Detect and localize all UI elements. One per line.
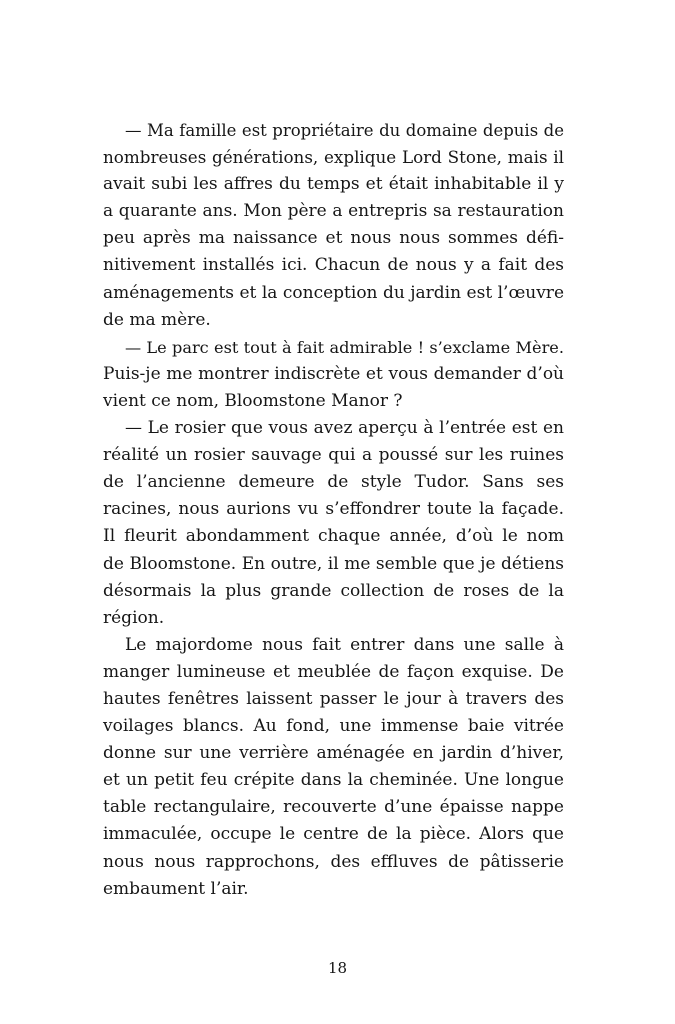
text-line: nitivement installés ici. Chacun de nous y a fait des bbox=[103, 255, 564, 276]
text-line: manger lumineuse et meublée de façon exquise. De bbox=[103, 661, 564, 682]
text-line: et un petit feu crépite dans la cheminée. Une longue bbox=[103, 770, 564, 791]
text-line: région. bbox=[103, 607, 165, 628]
text-line: Puis-je me montrer indiscrète et vous demander d’où bbox=[103, 363, 564, 384]
text-line: aménagements et la conception du jardin est l’œuvre bbox=[103, 282, 564, 303]
text-line: voilages blancs. Au fond, une immense baie vitrée bbox=[103, 716, 564, 737]
text-line: — Le rosier que vous avez aperçu à l’entrée est en bbox=[125, 418, 564, 439]
text-line: nous nous rapprochons, des effluves de pâtisserie bbox=[103, 851, 564, 872]
text-line: nombreuses générations, explique Lord Stone, mais il bbox=[103, 147, 564, 168]
text-line: vient ce nom, Bloomstone Manor ? bbox=[103, 390, 403, 411]
text-line: — Le parc est tout à fait admirable ! s’exclame Mère. bbox=[125, 337, 564, 357]
text-line: — Ma famille est propriétaire du domaine depuis de bbox=[125, 121, 564, 140]
text-line: racines, nous aurions vu s’effondrer toute la façade. bbox=[103, 499, 564, 520]
text-line: immaculée, occupe le centre de la pièce. Alors que bbox=[103, 824, 564, 845]
text-line: de l’ancienne demeure de style Tudor. Sans ses bbox=[103, 472, 564, 493]
text-line: table rectangulaire, recouverte d’une épaisse nappe bbox=[103, 797, 564, 818]
text-line: hautes fenêtres laissent passer le jour à travers des bbox=[103, 688, 564, 709]
text-line: embaument l’air. bbox=[103, 878, 249, 899]
page-number: 18 bbox=[327, 959, 348, 977]
text-line: donne sur une verrière aménagée en jardin d’hiver, bbox=[103, 743, 564, 764]
text-line: désormais la plus grande collection de roses de la bbox=[103, 580, 564, 601]
text-line: avait subi les affres du temps et était inhabitable il y bbox=[103, 174, 564, 195]
body-text bbox=[103, 117, 564, 903]
text-line: de Bloomstone. En outre, il me semble que je détiens bbox=[103, 553, 564, 574]
text-line: Le majordome nous fait entrer dans une salle à bbox=[125, 634, 564, 655]
text-line: de ma mère. bbox=[103, 309, 211, 330]
text-line: Il fleurit abondamment chaque année, d’où le nom bbox=[103, 526, 564, 547]
text-line: a quarante ans. Mon père a entrepris sa restauration bbox=[103, 201, 564, 222]
text-line: réalité un rosier sauvage qui a poussé sur les ruines bbox=[103, 445, 564, 466]
text-line: peu après ma naissance et nous nous sommes défi- bbox=[103, 228, 564, 249]
